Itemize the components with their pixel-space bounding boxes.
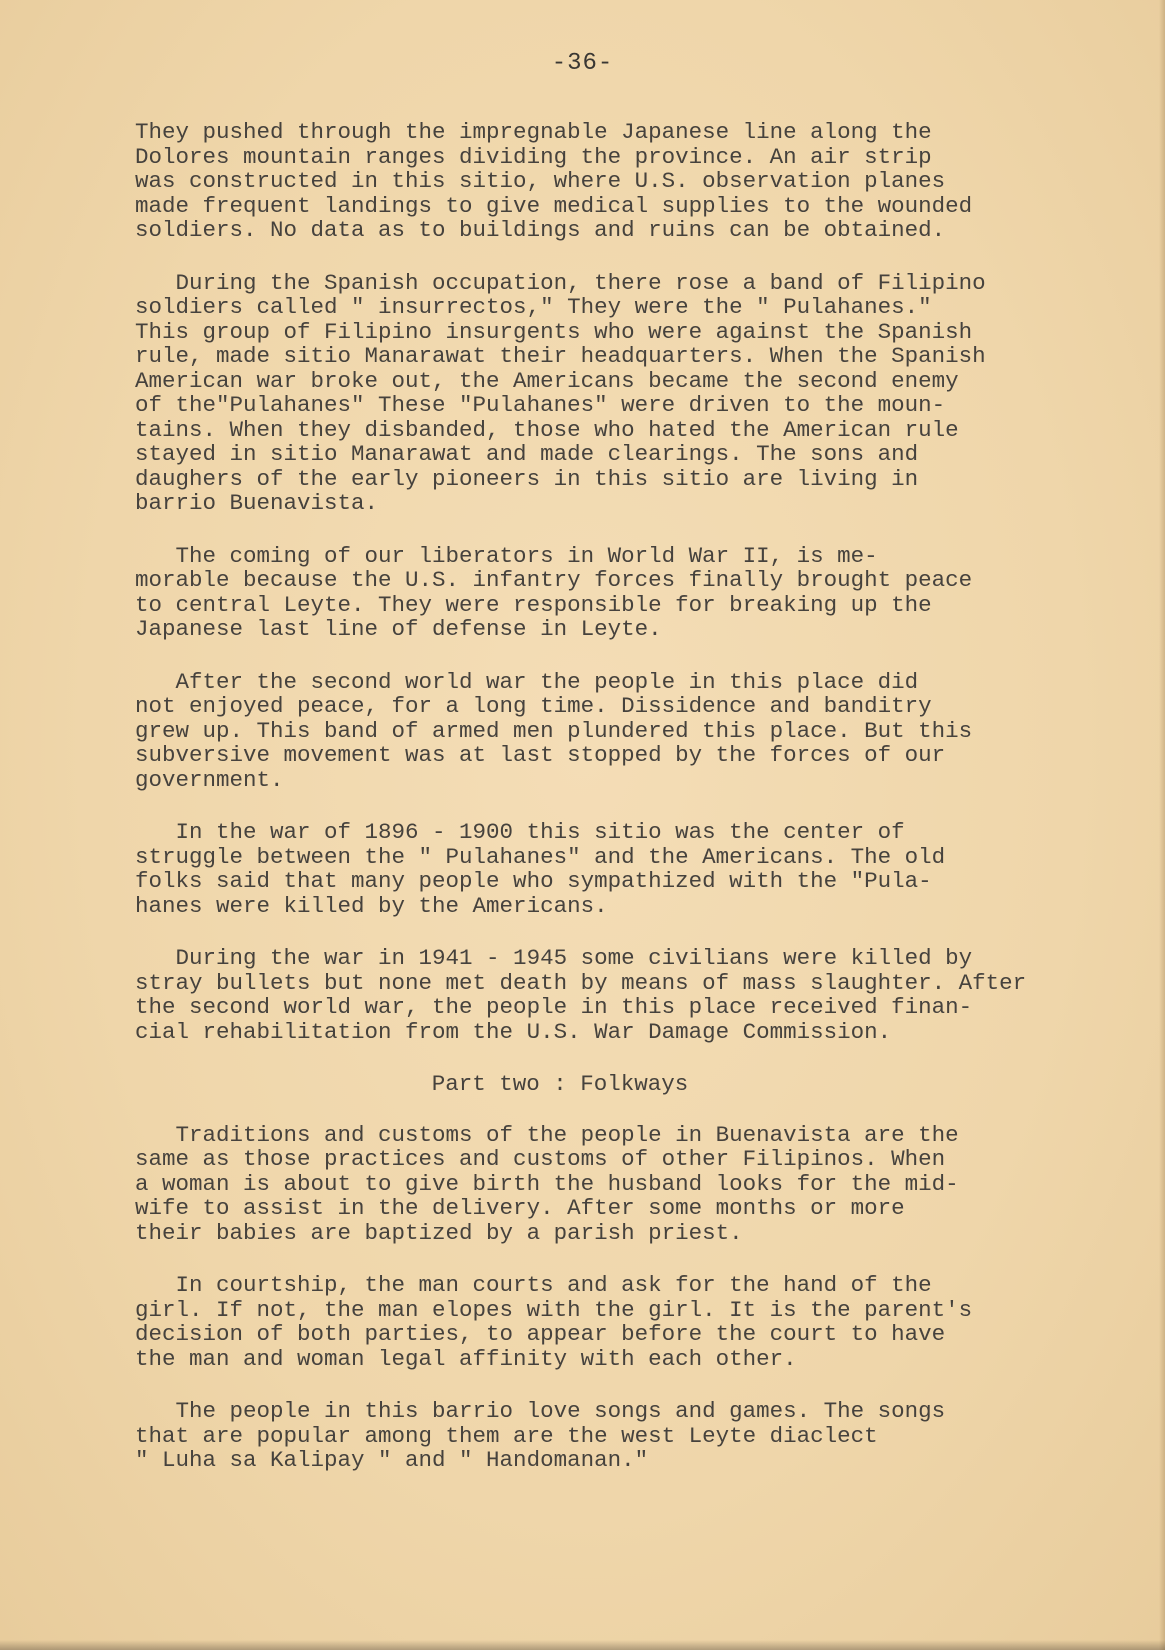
text-line: to central Leyte. They were responsible for breaking up the [135, 591, 932, 618]
text-line: was constructed in this sitio, where U.S. observation planes [135, 168, 946, 194]
text-line: daughers of the early pioneers in this sitio are living in [135, 465, 919, 492]
text-line: struggle between the " Pulahanes" and the Americans. The old [135, 843, 946, 870]
text-line: a woman is about to give birth the husband looks for the mid- [135, 1170, 959, 1197]
text-line: Traditions and customs of the people in Buenavista are the [135, 1121, 959, 1148]
text-line: not enjoyed peace, for a long time. Dissidence and banditry [135, 693, 932, 719]
text-line: The people in this barrio love songs and games. The songs [135, 1398, 946, 1424]
paragraph [135, 1273, 1095, 1371]
text-line: In courtship, the man courts and ask for the hand of the [135, 1272, 932, 1298]
text-line: morable because the U.S. infantry forces finally brought peace [135, 567, 973, 593]
text-line: made frequent landings to give medical supplies to the wounded [135, 192, 973, 219]
paragraph [135, 544, 1095, 642]
text-line: of the"Pulahanes" These "Pulahanes" were driven to the moun- [135, 392, 946, 418]
paragraph [135, 946, 1095, 1044]
text-line: soldiers. No data as to buildings and ruins can be obtained. [135, 217, 946, 243]
text-line: subversive movement was at last stopped by the forces of our [135, 742, 946, 768]
text-line: wife to assist in the delivery. After some months or more [135, 1195, 905, 1221]
paragraph [135, 120, 1095, 243]
text-line: After the second world war the people in this place did [135, 668, 919, 695]
paragraph [135, 271, 1095, 516]
text-line: This group of Filipino insurgents who were against the Spanish [135, 318, 973, 345]
text-line: folks said that many people who sympathized with the "Pula- [135, 868, 932, 894]
text-line: In the war of 1896 - 1900 this sitio was the center of [135, 819, 905, 845]
paragraph [135, 1123, 1095, 1246]
paragraph [135, 670, 1095, 793]
text-line: grew up. This band of armed men plundered this place. But this [135, 717, 973, 744]
text-line: stayed in sitio Manarawat and made clearings. The sons and [135, 441, 919, 467]
text-line: American war broke out, the Americans became the second enemy [135, 367, 959, 394]
scan-bottom-edge [0, 1640, 1165, 1650]
text-line: Dolores mountain ranges dividing the province. An air strip [135, 143, 932, 170]
text-line: their babies are baptized by a parish priest. [135, 1219, 743, 1246]
paragraph [135, 820, 1095, 918]
text-line: cial rehabilitation from the U.S. War Damage Commission. [135, 1018, 892, 1045]
text-line: " Luha sa Kalipay " and " Handomanan." [135, 1447, 649, 1473]
part-one-section [135, 120, 1095, 1044]
text-line: During the Spanish occupation, there rose a band of Filipino [135, 269, 986, 296]
paragraph [135, 1399, 1095, 1473]
text-line: During the war in 1941 - 1945 some civilians were killed by [135, 945, 973, 971]
text-line: government. [135, 766, 284, 793]
text-line: Japanese last line of defense in Leyte. [135, 616, 662, 642]
part-two-section [135, 1123, 1095, 1473]
text-line: girl. If not, the man elopes with the girl. It is the parent's [135, 1296, 973, 1323]
section-heading: Part two : Folkways [431, 1071, 689, 1097]
page-number: -36- [551, 50, 614, 77]
text-line: the man and woman legal affinity with each other. [135, 1345, 797, 1372]
text-line: that are popular among them are the west Leyte diaclect [135, 1422, 878, 1449]
text-line: the second world war, the people in this place received finan- [135, 994, 973, 1020]
text-line: decision of both parties, to appear before the court to have [135, 1321, 946, 1347]
text-line: hanes were killed by the Americans. [135, 892, 608, 919]
text-line: rule, made sitio Manarawat their headquarters. When the Spanish [135, 343, 986, 369]
text-line: tains. When they disbanded, those who hated the American rule [135, 416, 959, 443]
text-line: soldiers called " insurrectos," They were the " Pulahanes." [135, 294, 932, 320]
text-line: The coming of our liberators in World War II, is me- [135, 542, 878, 569]
text-line: They pushed through the impregnable Japanese line along the [135, 119, 932, 145]
page-body [135, 120, 1095, 1501]
page-edge-shadow [1159, 0, 1165, 1650]
text-line: stray bullets but none met death by means of mass slaughter. After [135, 969, 1027, 996]
text-line: barrio Buenavista. [135, 490, 379, 516]
text-line: same as those practices and customs of other Filipinos. When [135, 1146, 946, 1172]
